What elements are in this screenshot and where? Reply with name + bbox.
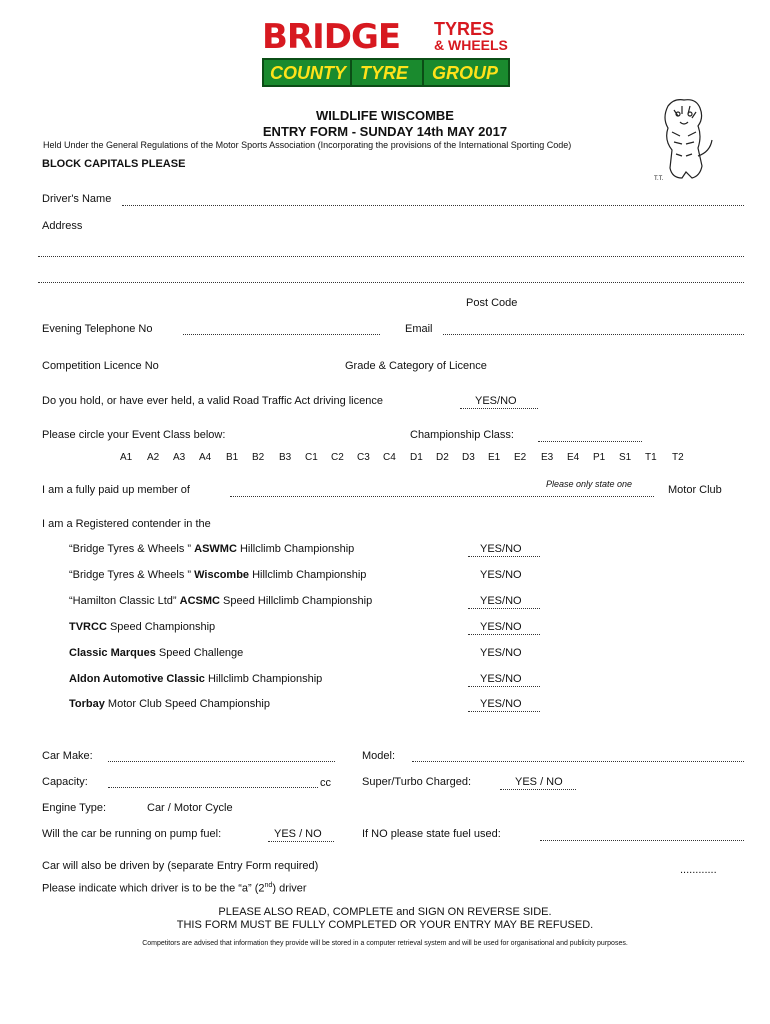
- event-class-option[interactable]: D3: [462, 452, 475, 463]
- tiger-caption: T.T.: [654, 176, 664, 182]
- event-class-option[interactable]: E2: [514, 452, 527, 463]
- event-class-option[interactable]: P1: [593, 452, 606, 463]
- block-capitals-note: BLOCK CAPITALS PLEASE: [42, 158, 186, 170]
- championship-suffix: Hillclimb Championship: [249, 569, 367, 581]
- championship-item: [69, 673, 322, 685]
- logo-tyre-text: TYRE: [360, 63, 409, 83]
- evening-telephone-label: Evening Telephone No: [42, 323, 153, 335]
- event-class-option[interactable]: C2: [331, 452, 344, 463]
- bridge-tyres-logo: [262, 17, 512, 90]
- pump-fuel-question: Will the car be running on pump fuel:: [42, 828, 222, 840]
- event-class-option[interactable]: A2: [147, 452, 160, 463]
- super-turbo-answer-line: [500, 789, 576, 790]
- pump-fuel-answer-line: [268, 841, 334, 842]
- address-line-2[interactable]: [38, 282, 744, 283]
- championship-class-label: Championship Class:: [410, 429, 514, 441]
- email-field[interactable]: [443, 334, 744, 335]
- pump-fuel-yes-no[interactable]: YES / NO: [274, 828, 322, 840]
- event-class-options: [0, 452, 770, 466]
- drivers-name-label: Driver's Name: [42, 193, 112, 205]
- car-make-field[interactable]: [108, 761, 335, 762]
- regulations-note: Held Under the General Regulations of the Motor Sports Association (Incorporating the provisions of the International Sporting Code): [43, 140, 572, 150]
- road-traffic-question: Do you hold, or have ever held, a valid Road Traffic Act driving licence: [42, 395, 383, 407]
- email-label: Email: [405, 323, 433, 335]
- championship-name: Torbay: [69, 698, 105, 710]
- logo-group-text: GROUP: [432, 63, 499, 83]
- championship-yes-no[interactable]: YES/NO: [480, 543, 522, 555]
- road-traffic-yes-no[interactable]: YES/NO: [475, 395, 517, 407]
- event-class-option[interactable]: B2: [252, 452, 265, 463]
- championship-item: [69, 543, 354, 555]
- capacity-field[interactable]: [108, 787, 318, 788]
- championship-answer-line: [468, 711, 540, 712]
- championship-suffix: Motor Club Speed Championship: [104, 698, 270, 710]
- grade-category-label: Grade & Category of Licence: [345, 360, 487, 372]
- fuel-used-field[interactable]: [540, 840, 744, 841]
- championship-item: [69, 621, 215, 633]
- championship-item: [69, 698, 270, 710]
- event-class-option[interactable]: C3: [357, 452, 370, 463]
- motor-club-label: Motor Club: [668, 484, 722, 496]
- championship-item: [69, 595, 372, 607]
- logo-divider: [350, 60, 352, 85]
- championship-item: [69, 647, 243, 659]
- registered-contender-label: I am a Registered contender in the: [42, 518, 211, 530]
- engine-type-options[interactable]: Car / Motor Cycle: [147, 802, 233, 814]
- event-class-option[interactable]: C4: [383, 452, 396, 463]
- model-label: Model:: [362, 750, 396, 762]
- address-line-1[interactable]: [38, 256, 744, 257]
- form-subtitle: ENTRY FORM - SUNDAY 14th MAY 2017: [262, 124, 508, 139]
- championship-name: Classic Marques: [69, 647, 156, 659]
- event-class-option[interactable]: C1: [305, 452, 318, 463]
- championship-answer-line: [468, 556, 540, 557]
- competition-licence-label: Competition Licence No: [42, 360, 159, 372]
- county-tyre-group-banner: [262, 58, 510, 87]
- logo-tyres-text: TYRES: [434, 19, 495, 39]
- championship-suffix: Hillclimb Championship: [236, 543, 355, 555]
- event-class-option[interactable]: A3: [173, 452, 186, 463]
- logo-divider: [422, 60, 424, 85]
- championship-suffix: Speed Hillclimb Championship: [219, 595, 373, 607]
- event-class-option[interactable]: D1: [410, 452, 423, 463]
- championship-suffix: Speed Championship: [106, 621, 216, 633]
- event-class-option[interactable]: D2: [436, 452, 449, 463]
- second-driver-note-text: Please indicate which driver is to be the “a” (2: [42, 882, 265, 895]
- event-class-option[interactable]: B3: [279, 452, 292, 463]
- championship-yes-no[interactable]: YES/NO: [480, 621, 522, 633]
- championship-answer-line: [468, 634, 540, 635]
- championship-name: ACSMC: [179, 595, 220, 607]
- road-traffic-answer-line: [460, 408, 538, 409]
- circle-class-label: Please circle your Event Class below:: [42, 429, 226, 441]
- championship-prefix: “Hamilton Classic Ltd”: [69, 595, 180, 607]
- event-class-option[interactable]: T2: [672, 452, 684, 463]
- championship-yes-no[interactable]: YES/NO: [480, 673, 522, 685]
- must-complete-notice: THIS FORM MUST BE FULLY COMPLETED OR YOUR ENTRY MAY BE REFUSED.: [176, 919, 594, 931]
- super-turbo-yes-no[interactable]: YES / NO: [515, 776, 563, 788]
- championship-item: [69, 569, 366, 581]
- event-class-option[interactable]: A1: [120, 452, 133, 463]
- event-class-option[interactable]: E4: [567, 452, 580, 463]
- drivers-name-field[interactable]: [122, 205, 744, 206]
- championship-name: TVRCC: [69, 621, 107, 633]
- championship-yes-no[interactable]: YES/NO: [480, 569, 522, 581]
- address-label: Address: [42, 220, 83, 232]
- fuel-used-label: If NO please state fuel used:: [362, 828, 501, 840]
- event-class-option[interactable]: E3: [541, 452, 554, 463]
- motor-club-field[interactable]: [230, 496, 654, 497]
- event-class-option[interactable]: A4: [199, 452, 212, 463]
- capacity-label: Capacity:: [42, 776, 88, 788]
- evening-telephone-field[interactable]: [183, 334, 380, 335]
- championship-yes-no[interactable]: YES/NO: [480, 647, 522, 659]
- second-driver-note: [42, 882, 307, 895]
- second-driver-note-end: ) driver: [272, 882, 307, 895]
- second-driver-note-sup: nd: [264, 882, 273, 889]
- post-code-label: Post Code: [466, 297, 518, 309]
- championship-name: Wiscombe: [194, 569, 250, 581]
- event-class-option[interactable]: B1: [226, 452, 239, 463]
- event-class-option[interactable]: S1: [619, 452, 632, 463]
- super-turbo-label: Super/Turbo Charged:: [362, 776, 472, 788]
- engine-type-label: Engine Type:: [42, 802, 107, 814]
- also-driven-by-label: Car will also be driven by (separate Entry Form required): [42, 860, 319, 872]
- form-title: WILDLIFE WISCOMBE: [316, 108, 454, 123]
- championship-name: Aldon Automotive Classic: [69, 673, 205, 685]
- second-driver-field[interactable]: ............: [680, 864, 717, 876]
- event-class-option[interactable]: T1: [645, 452, 657, 463]
- championship-suffix: Hillclimb Championship: [204, 673, 323, 685]
- car-make-label: Car Make:: [42, 750, 93, 762]
- logo-bridge-text: BRIDGE: [262, 17, 401, 57]
- championship-answer-line: [468, 608, 540, 609]
- reverse-side-notice: PLEASE ALSO READ, COMPLETE and SIGN ON REVERSE SIDE.: [218, 906, 552, 918]
- championship-class-field[interactable]: [538, 441, 642, 442]
- member-of-label: I am a fully paid up member of: [42, 484, 190, 496]
- championship-prefix: “Bridge Tyres & Wheels ”: [69, 543, 195, 555]
- event-class-option[interactable]: E1: [488, 452, 501, 463]
- championship-yes-no[interactable]: YES/NO: [480, 595, 522, 607]
- championship-yes-no[interactable]: YES/NO: [480, 698, 522, 710]
- data-protection-notice: Competitors are advised that information they provide will be stored in a computer retrieval system and will be used for organisational and publicity purposes.: [142, 940, 628, 947]
- logo-county-text: COUNTY: [270, 63, 346, 83]
- cc-unit: cc: [320, 777, 331, 789]
- logo-tyres-wheels: [434, 20, 508, 53]
- championship-suffix: Speed Challenge: [155, 647, 244, 659]
- model-field[interactable]: [412, 761, 744, 762]
- state-one-note: Please only state one: [546, 479, 633, 489]
- championship-answer-line: [468, 686, 540, 687]
- championship-prefix: “Bridge Tyres & Wheels ”: [69, 569, 195, 581]
- championship-name: ASWMC: [194, 543, 237, 555]
- logo-wheels-text: & WHEELS: [434, 37, 508, 53]
